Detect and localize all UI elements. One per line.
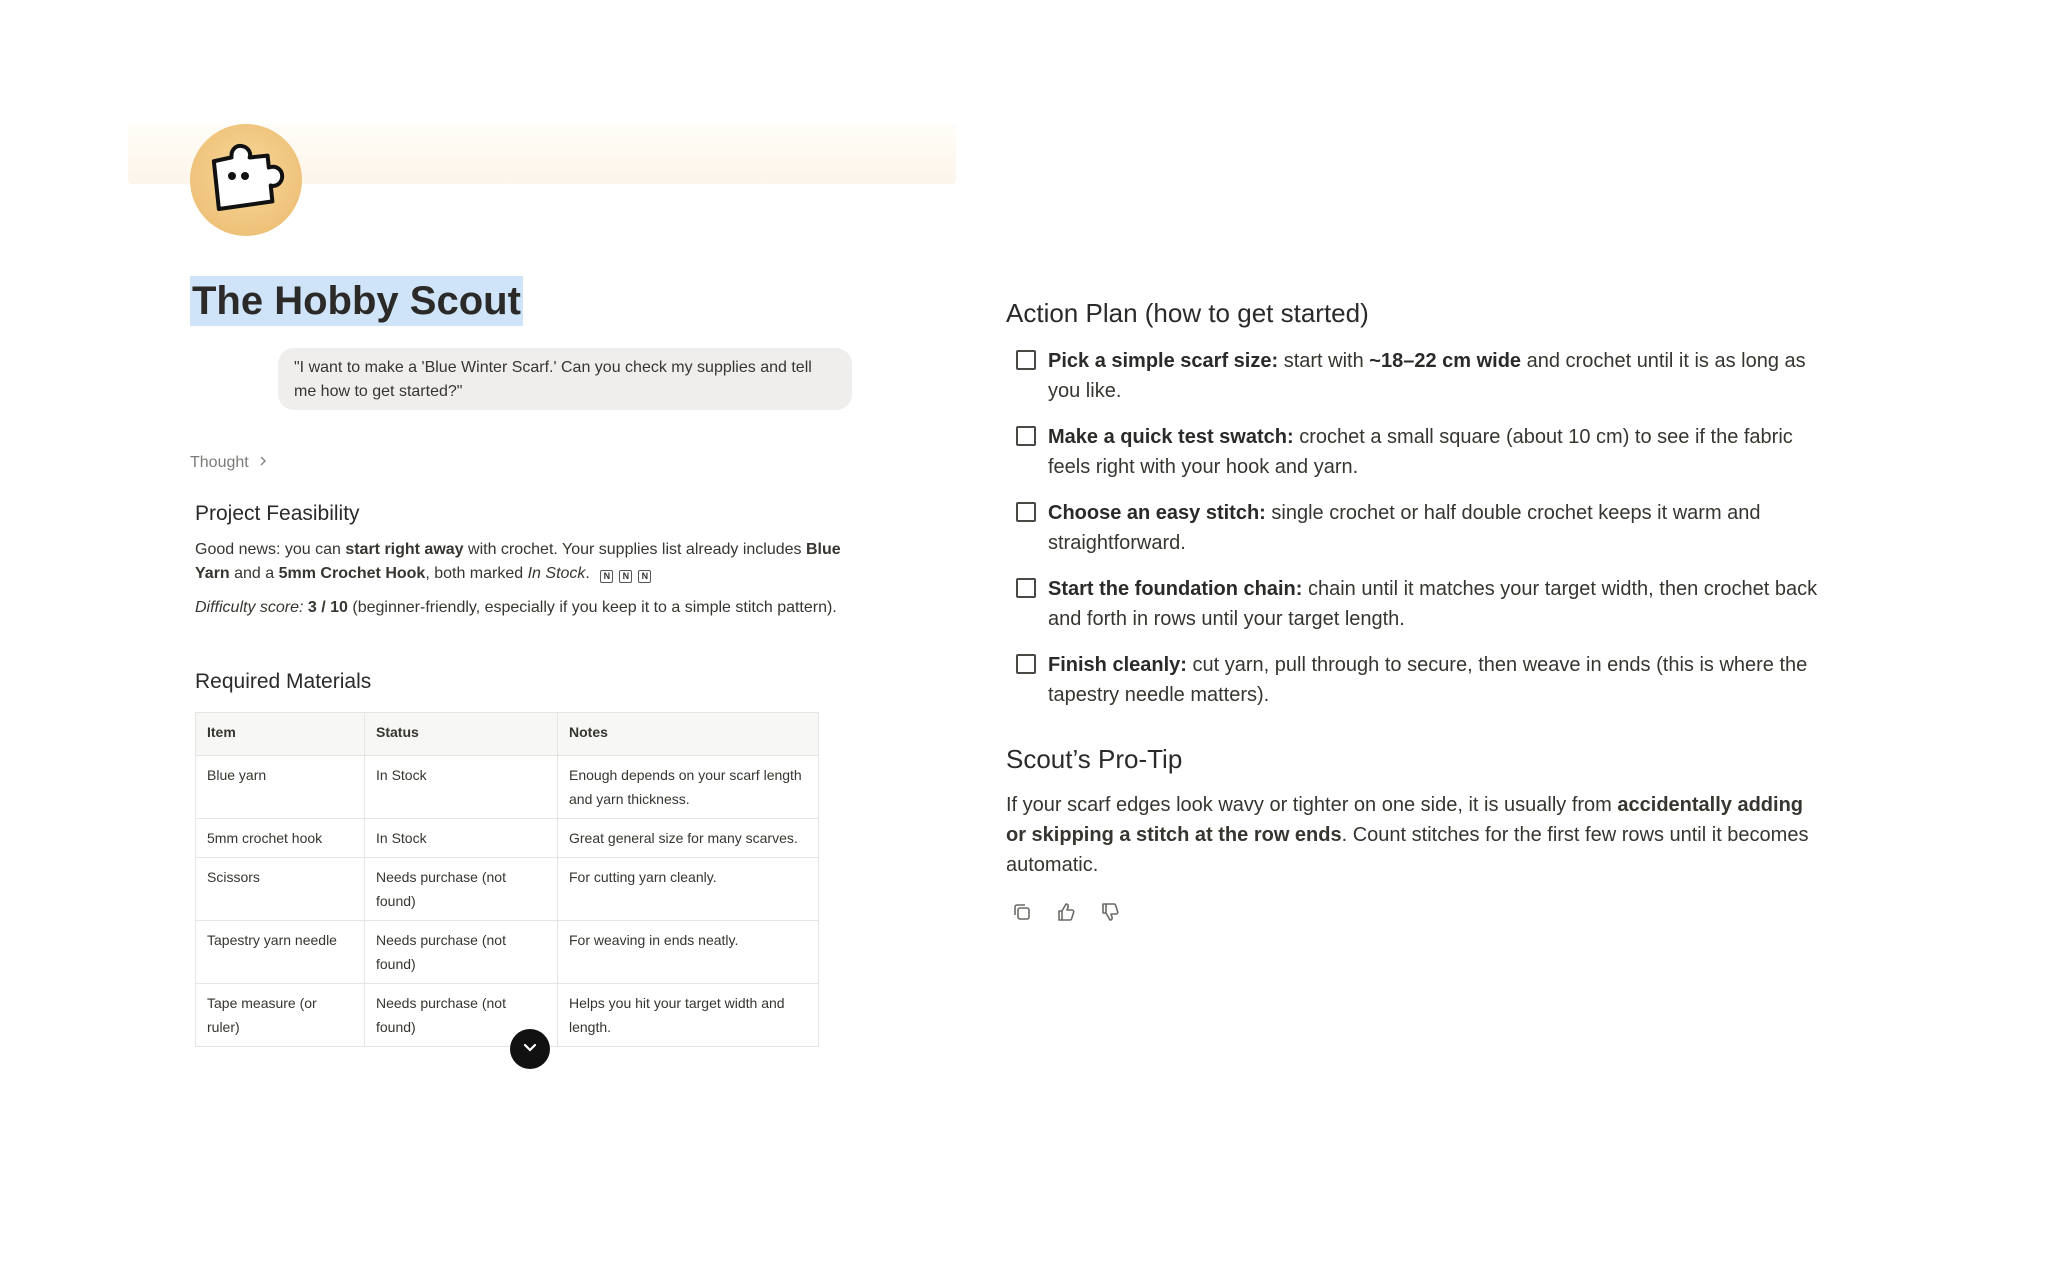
todo-checkbox[interactable] [1016, 654, 1036, 674]
table-cell: Helps you hit your target width and length. [558, 984, 819, 1047]
table-cell: For weaving in ends neatly. [558, 921, 819, 984]
thumbs-down-icon [1099, 901, 1121, 928]
todo-item [1016, 650, 1836, 710]
todo-checkbox[interactable] [1016, 350, 1036, 370]
table-cell: Tape measure (or ruler) [196, 984, 365, 1047]
puzzle-piece-mascot-icon [190, 124, 302, 236]
like-button[interactable] [1054, 902, 1078, 926]
table-header-row [196, 713, 819, 756]
page-title: The Hobby Scout [190, 276, 523, 326]
thumbs-up-icon [1055, 901, 1077, 928]
table-cell: For cutting yarn cleanly. [558, 858, 819, 921]
response-actions [1010, 902, 1122, 926]
todo-text: Finish cleanly: cut yarn, pull through to secure, then weave in ends (this is where the tapestry needle matters). [1048, 654, 1808, 706]
table-cell: Needs purchase (not found) [365, 858, 558, 921]
todo-text: Start the foundation chain: chain until it matches your target width, then crochet back and forth in rows until your target length. [1048, 578, 1818, 630]
todo-checkbox[interactable] [1016, 502, 1036, 522]
pro-tip-heading: Scout’s Pro-Tip [1006, 744, 1183, 774]
table-row [196, 921, 819, 984]
pro-tip-paragraph: If your scarf edges look wavy or tighter on one side, it is usually from accidentally adding or skipping a stitch at the row ends. Count stitches for the first few rows until it becomes automatic. [1006, 794, 1809, 876]
materials-table [195, 712, 819, 1047]
difficulty-paragraph: Difficulty score: 3 / 10 (beginner-friendly, especially if you keep it to a simple stitch pattern). [195, 599, 837, 616]
citation-icon[interactable]: N [619, 570, 632, 583]
table-row [196, 756, 819, 819]
table-cell: In Stock [365, 756, 558, 819]
column-header: Notes [558, 713, 819, 756]
table-cell: Needs purchase (not found) [365, 921, 558, 984]
table-cell: In Stock [365, 819, 558, 858]
thought-label: Thought [190, 454, 249, 471]
table-cell: 5mm crochet hook [196, 819, 365, 858]
todo-text: Make a quick test swatch: crochet a small square (about 10 cm) to see if the fabric feels right with your hook and yarn. [1048, 426, 1793, 478]
materials-heading: Required Materials [195, 670, 372, 693]
column-header: Item [196, 713, 365, 756]
todo-checkbox[interactable] [1016, 578, 1036, 598]
thought-toggle[interactable] [190, 454, 267, 472]
table-row [196, 858, 819, 921]
feasibility-paragraph: Good news: you can start right away with crochet. Your supplies list already includes Blue Yarn and a 5mm Crochet Hook, both marked In Stock. N N N [195, 541, 841, 582]
table-cell: Needs purchase (not found) [365, 984, 558, 1047]
citation-icon[interactable]: N [600, 570, 613, 583]
todo-checkbox[interactable] [1016, 426, 1036, 446]
todo-item [1016, 574, 1836, 634]
dislike-button[interactable] [1098, 902, 1122, 926]
table-cell: Blue yarn [196, 756, 365, 819]
todo-item [1016, 498, 1836, 558]
table-row [196, 819, 819, 858]
table-cell: Enough depends on your scarf length and yarn thickness. [558, 756, 819, 819]
table-cell: Scissors [196, 858, 365, 921]
todo-item [1016, 346, 1836, 406]
table-row [196, 984, 819, 1047]
todo-text: Pick a simple scarf size: start with ~18–22 cm wide and crochet until it is as long as you like. [1048, 350, 1806, 402]
chevron-right-icon [259, 454, 267, 472]
copy-button[interactable] [1010, 902, 1034, 926]
feasibility-heading: Project Feasibility [195, 502, 360, 525]
copy-icon [1011, 901, 1033, 928]
todo-text: Choose an easy stitch: single crochet or half double crochet keeps it warm and straightforward. [1048, 502, 1761, 554]
todo-item [1016, 422, 1836, 482]
user-message-bubble: "I want to make a 'Blue Winter Scarf.' Can you check my supplies and tell me how to get started?" [278, 348, 852, 410]
action-plan-heading: Action Plan (how to get started) [1006, 298, 1369, 328]
citation-icon[interactable]: N [638, 570, 651, 583]
chevron-down-icon [522, 1040, 538, 1058]
table-cell: Great general size for many scarves. [558, 819, 819, 858]
scroll-down-button[interactable] [510, 1029, 550, 1069]
table-cell: Tapestry yarn needle [196, 921, 365, 984]
column-header: Status [365, 713, 558, 756]
